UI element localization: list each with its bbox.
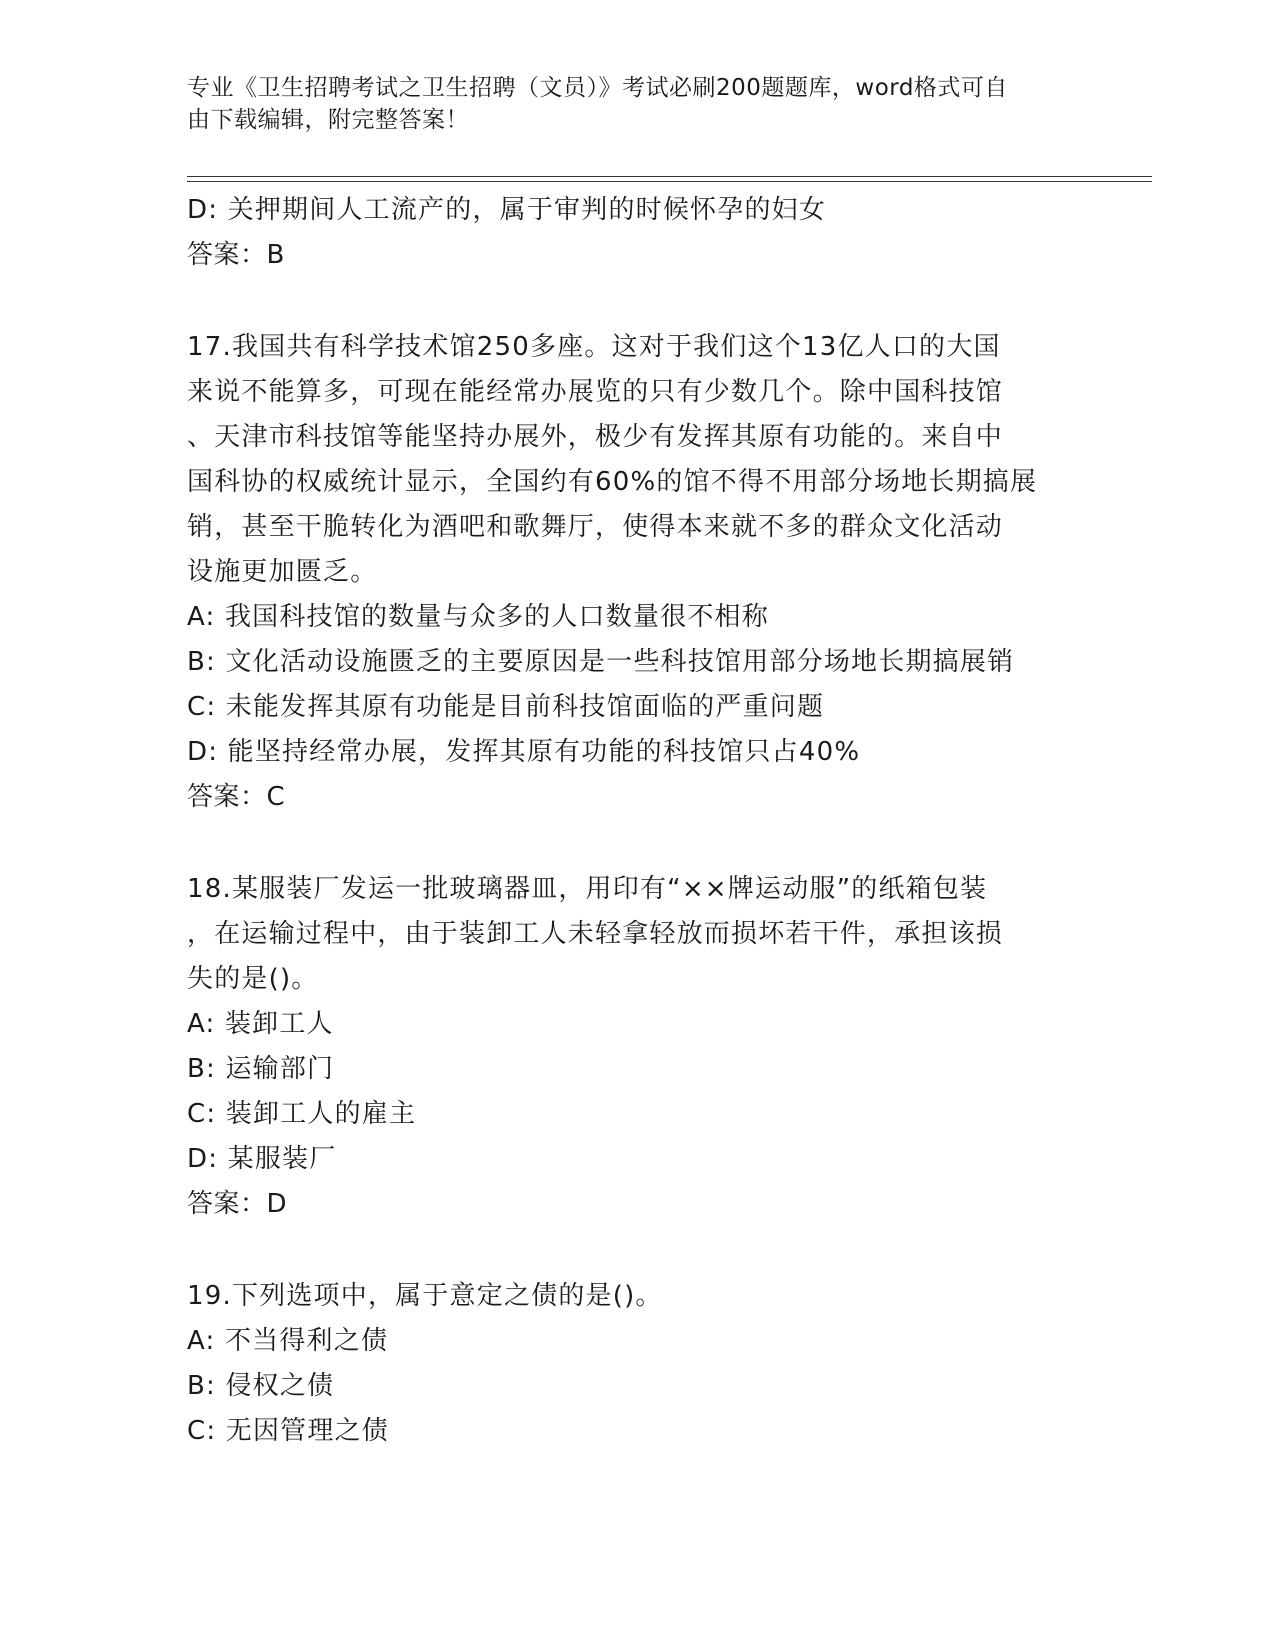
question-stem-line: 国科协的权威统计显示，全国约有60%的馆不得不用部分场地长期搞展 — [187, 467, 1038, 497]
question-18 — [187, 867, 1087, 1227]
header-note-line-2: 由下载编辑，附完整答案！ — [187, 107, 469, 133]
header-note-line-1: 专业《卫生招聘考试之卫生招聘（文员）》考试必刷200题题库，word格式可自 — [187, 75, 1008, 101]
option-d: D: 某服装厂 — [187, 1144, 337, 1174]
option-b: B: 侵权之债 — [187, 1371, 335, 1401]
spacer — [187, 278, 1087, 325]
header-note — [187, 72, 1067, 136]
question-16-tail — [187, 188, 1087, 278]
question-stem-line: 、天津市科技馆等能坚持办展外，极少有发挥其原有功能的。来自中 — [187, 422, 1004, 452]
answer: 答案：C — [187, 782, 286, 812]
question-list — [187, 188, 1087, 1454]
question-stem-line: 设施更加匮乏。 — [187, 557, 378, 587]
question-stem-line: 18.某服装厂发运一批玻璃器皿，用印有“××牌运动服”的纸箱包装 — [187, 874, 988, 904]
header-divider-top — [187, 176, 1152, 177]
question-stem-line: 销，甚至干脆转化为酒吧和歌舞厅，使得本来就不多的群众文化活动 — [187, 512, 1004, 542]
option-a: A: 装卸工人 — [187, 1009, 334, 1039]
question-stem-line: 失的是()。 — [187, 964, 319, 994]
option-a: A: 不当得利之债 — [187, 1326, 389, 1356]
question-stem-line: 17.我国共有科学技术馆250多座。这对于我们这个13亿人口的大国 — [187, 332, 1001, 362]
header-divider-bottom — [187, 181, 1152, 182]
question-17 — [187, 325, 1087, 820]
option-c: C: 无因管理之债 — [187, 1416, 389, 1446]
option-d: D: 能坚持经常办展，发挥其原有功能的科技馆只占40% — [187, 737, 861, 767]
question-stem-line: 来说不能算多，可现在能经常办展览的只有少数几个。除中国科技馆 — [187, 377, 1004, 407]
question-stem-line: ，在运输过程中，由于装卸工人未轻拿轻放而损坏若干件，承担该损 — [187, 919, 1004, 949]
option-d: D: 关押期间人工流产的，属于审判的时候怀孕的妇女 — [187, 195, 827, 225]
option-c: C: 装卸工人的雇主 — [187, 1099, 417, 1129]
option-b: B: 文化活动设施匮乏的主要原因是一些科技馆用部分场地长期搞展销 — [187, 647, 1015, 677]
option-b: B: 运输部门 — [187, 1054, 335, 1084]
answer: 答案：B — [187, 240, 285, 270]
answer: 答案：D — [187, 1189, 288, 1219]
spacer — [187, 1227, 1087, 1274]
spacer — [187, 820, 1087, 867]
option-a: A: 我国科技馆的数量与众多的人口数量很不相称 — [187, 602, 769, 632]
question-19 — [187, 1274, 1087, 1454]
question-stem: 19.下列选项中，属于意定之债的是()。 — [187, 1281, 663, 1311]
option-c: C: 未能发挥其原有功能是目前科技馆面临的严重问题 — [187, 692, 825, 722]
